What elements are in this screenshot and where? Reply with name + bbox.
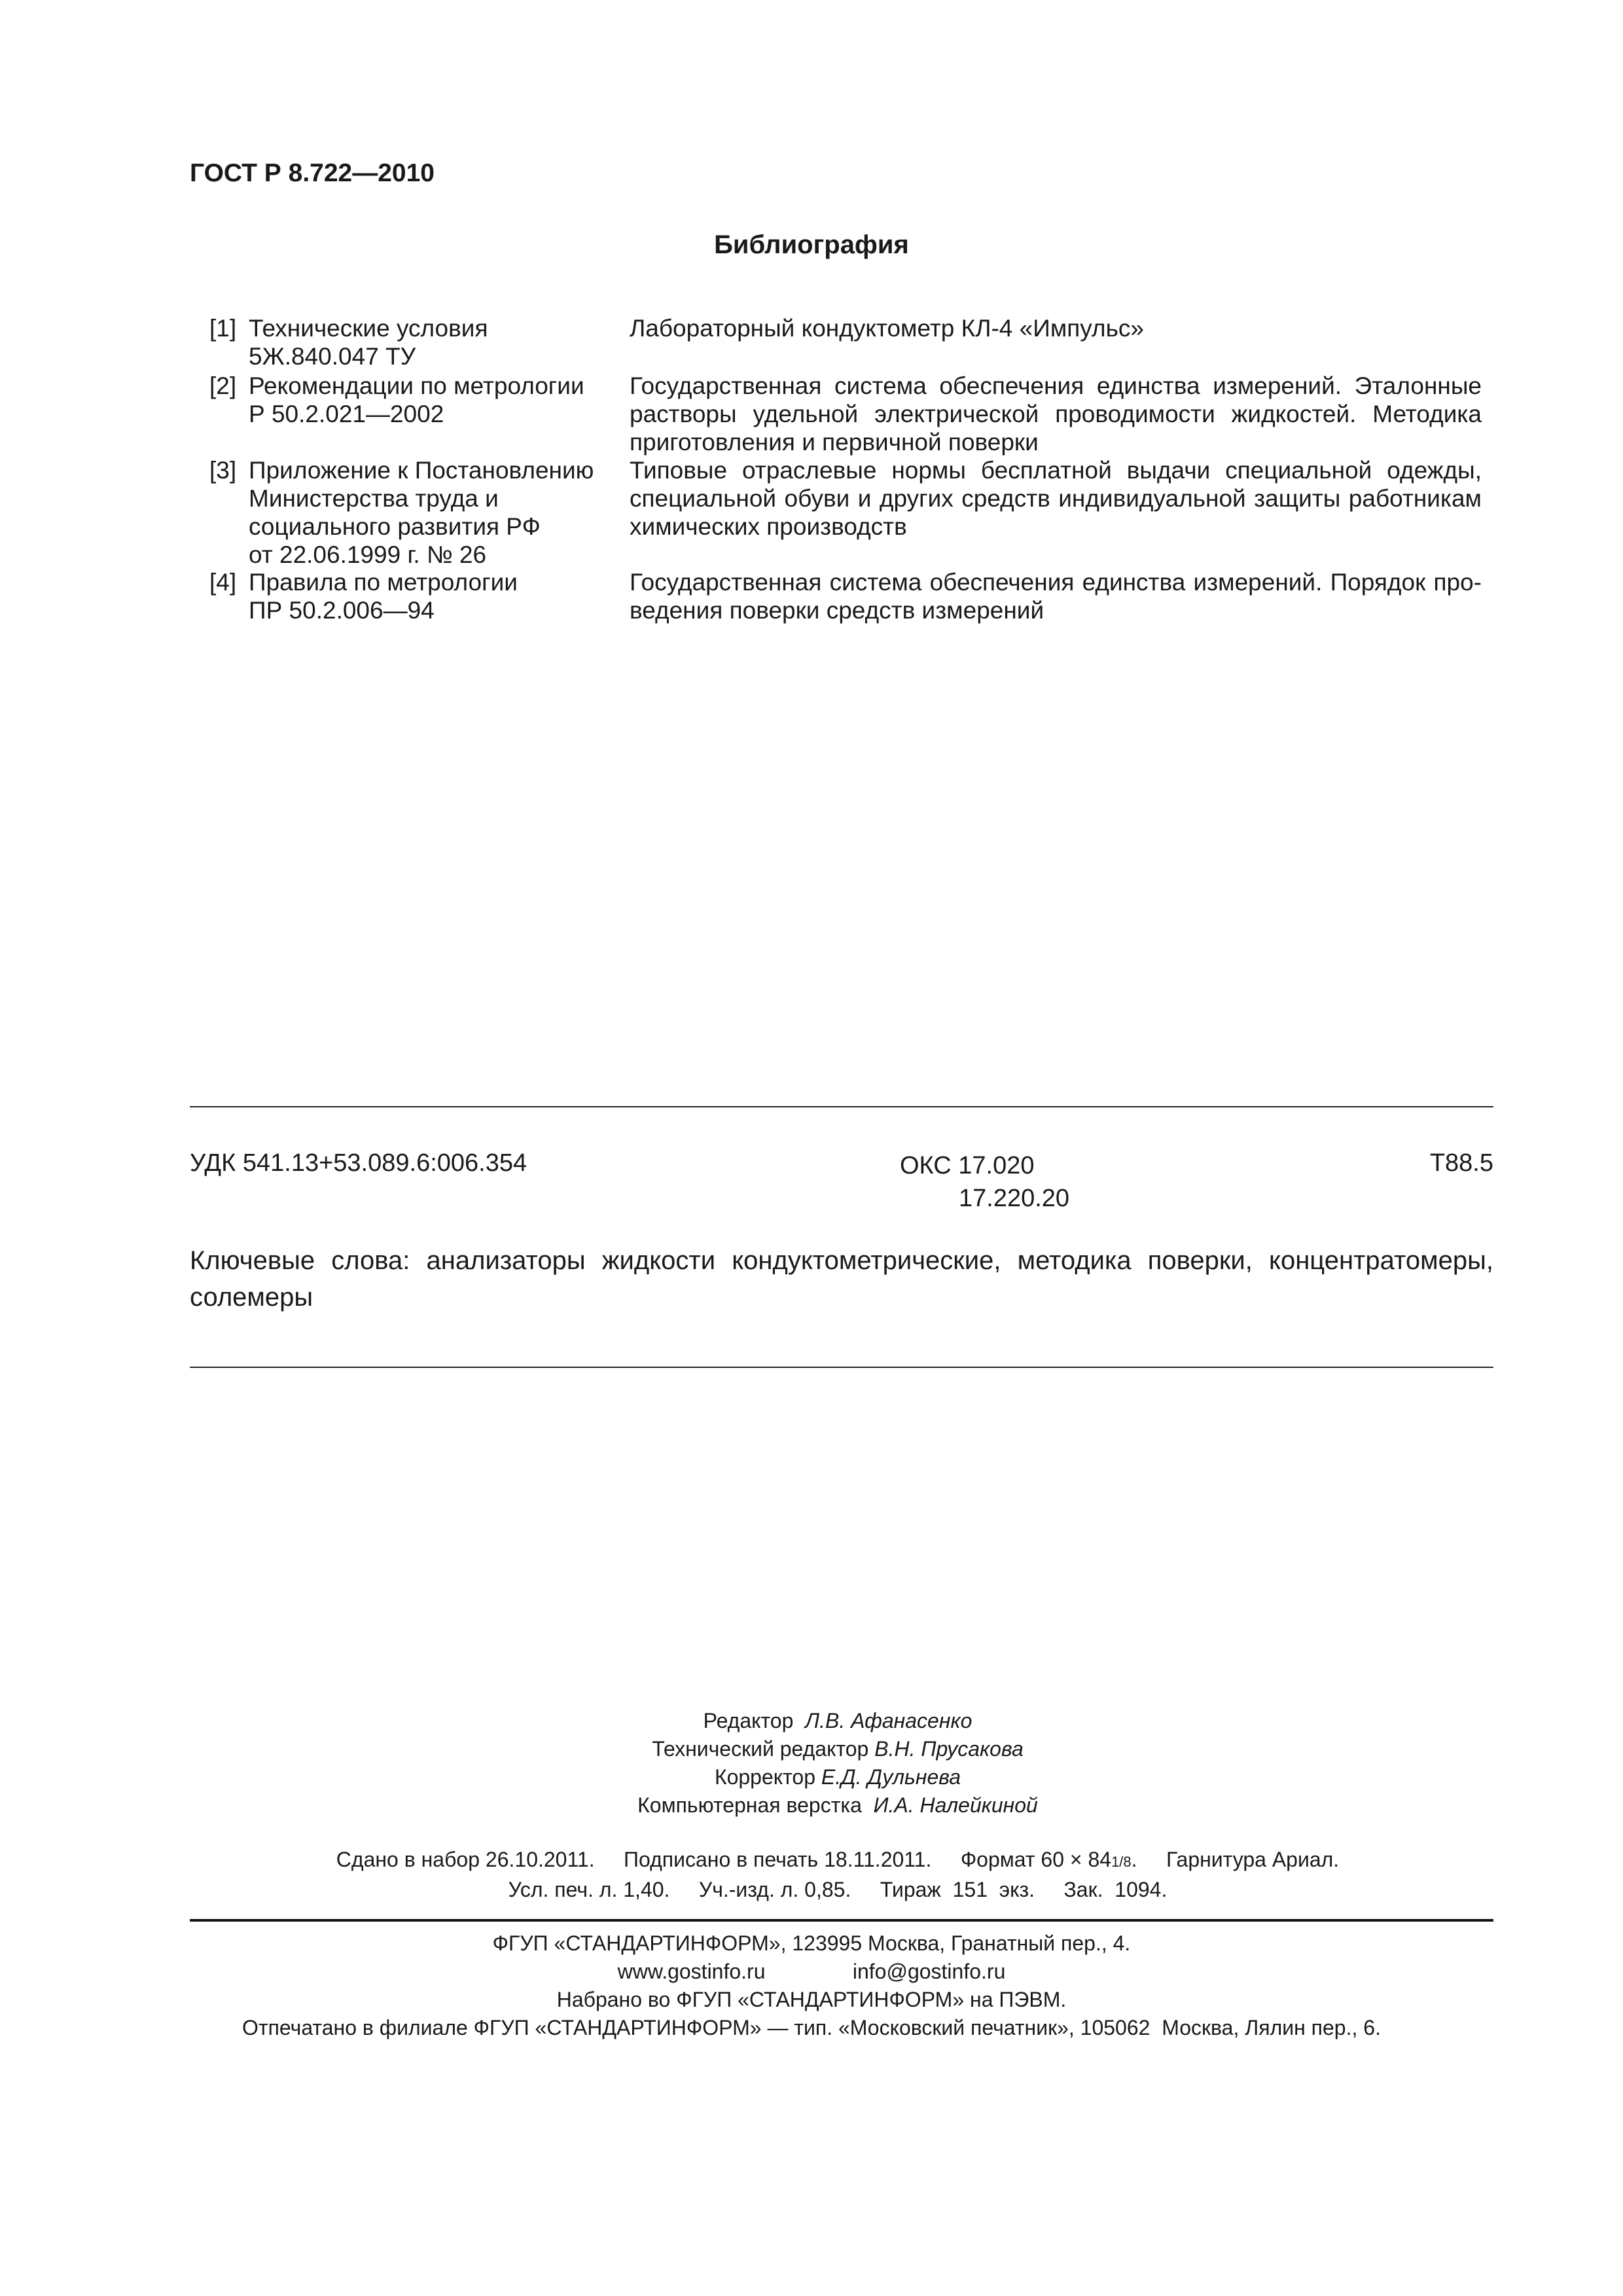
bibliography-item-source: Приложение к Постановлению Министерства труда и социального развития РФ от 22.06.1999 г. № 26 xyxy=(249,457,594,568)
bibliography-item-source: Технические условия 5Ж.840.047 ТУ xyxy=(249,315,488,370)
bibliography-item-number: [4] xyxy=(209,569,237,596)
bibliography-item-title: Государственная система обеспечения единства измерений. Эталонные растворы удельной электрической проводимости жидкостей. Методика приготовления и первичной поверки xyxy=(630,372,1482,456)
credit-layout: Компьютерная верстка И.А. Налейкиной xyxy=(637,1793,1038,1817)
publisher-info xyxy=(0,1929,1623,2042)
credit-editor: Редактор Л.В. Афанасенко xyxy=(703,1709,972,1732)
udk-code: УДК 541.13+53.089.6:006.354 xyxy=(190,1149,527,1177)
bibliography-item-title: Лабораторный кондуктометр КЛ-4 «Импульс» xyxy=(630,315,1144,342)
publisher-contacts xyxy=(0,1958,1623,1986)
divider-line xyxy=(190,1106,1493,1107)
publisher-website: www.gostinfo.ru xyxy=(617,1960,766,1983)
keywords: Ключевые слова: анализаторы жидкости кондуктометрические, методика поверки, концентратомеры, солемеры xyxy=(190,1246,1493,1312)
publisher-address: ФГУП «СТАНДАРТИНФОРМ», 123995 Москва, Гранатный пер., 4. xyxy=(492,1931,1131,1955)
publisher-typeset: Набрано во ФГУП «СТАНДАРТИНФОРМ» на ПЭВМ. xyxy=(556,1988,1067,2011)
bibliography-item-source: Правила по метрологии ПР 50.2.006—94 xyxy=(249,569,518,624)
credit-corrector: Корректор Е.Д. Дульнева xyxy=(714,1765,961,1789)
standard-code: ГОСТ Р 8.722—2010 xyxy=(190,159,435,187)
publisher-email: info@gostinfo.ru xyxy=(852,1960,1006,1983)
publisher-printed: Отпечатано в филиале ФГУП «СТАНДАРТИНФОРМ» — тип. «Московский печатник», 105062 Москва, Лялин пер., 6. xyxy=(242,2016,1381,2039)
divider-line-thick xyxy=(190,1919,1493,1922)
divider-line xyxy=(190,1367,1493,1368)
bibliography-item-title: Типовые отраслевые нормы бесплатной выдачи специальной одежды, специальной обуви и других средств индивидуальной защиты работникам химических производств xyxy=(630,457,1482,540)
classification-code: Т88.5 xyxy=(1429,1149,1493,1177)
credit-tech-editor: Технический редактор В.Н. Прусакова xyxy=(652,1737,1024,1761)
bibliography-item-title: Государственная система обеспечения единства измерений. Порядок про- ведения поверки средств измерений xyxy=(630,569,1482,624)
bibliography-item-number: [2] xyxy=(209,372,237,399)
print-info-line-2: Усл. печ. л. 1,40. Уч.-изд. л. 0,85. Тираж 151 экз. Зак. 1094. xyxy=(508,1878,1168,1901)
print-info xyxy=(0,1846,1623,1904)
print-info-line-1: Сдано в набор 26.10.2011. Подписано в печать 18.11.2011. Формат 60 × 841/8. Гарнитура Ариал. xyxy=(336,1848,1340,1871)
bibliography-item-number: [1] xyxy=(209,315,237,342)
bibliography-item-source: Рекомендации по метрологии Р 50.2.021—2002 xyxy=(249,372,584,427)
credits-block xyxy=(0,1707,1623,1820)
bibliography-title: Библиография xyxy=(714,230,909,259)
bibliography-item-number: [3] xyxy=(209,457,237,484)
oks-code: ОКС 17.020 17.220.20 xyxy=(900,1152,1070,1212)
